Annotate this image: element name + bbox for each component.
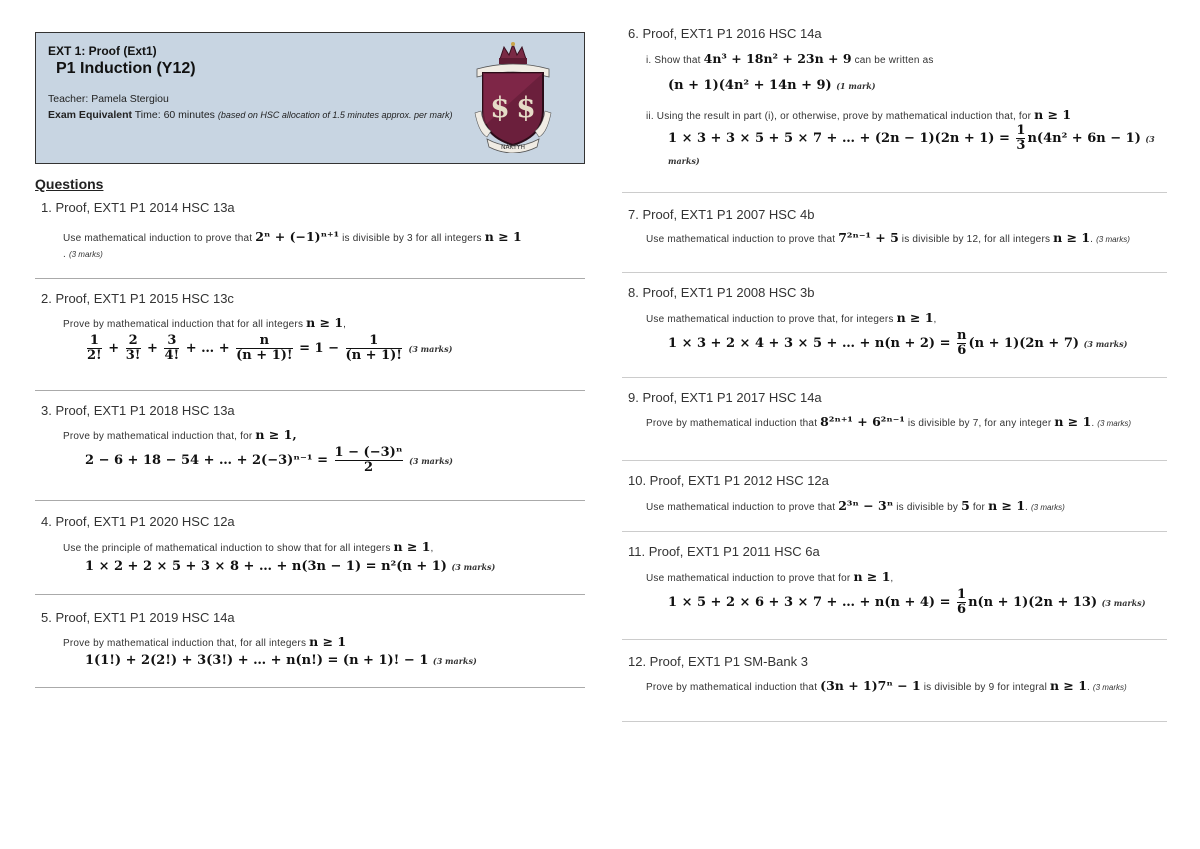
question-title: 9. Proof, EXT1 P1 2017 HSC 14a — [628, 390, 822, 405]
svg-text:NAKTYH: NAKTYH — [501, 144, 525, 151]
fraction: $\frac{\text{1 − (−3)ⁿ}}{2}$ — [334, 445, 403, 475]
marks-label: (3 marks) — [668, 134, 1155, 166]
exam-time-value: 60 minutes — [163, 109, 215, 121]
question-11 — [622, 532, 1167, 640]
fraction: $\frac{3}{4!}$ — [164, 333, 180, 363]
exam-time-note: (based on HSC allocation of 1.5 minutes approx. per mark) — [217, 110, 453, 120]
marks-label: (3 marks) — [1097, 419, 1132, 428]
question-4 — [35, 501, 585, 595]
question-5 — [35, 595, 585, 688]
question-10 — [622, 461, 1167, 532]
question-body: Use mathematical induction to prove that 7²ⁿ⁻¹ + 5 is divisible by 12, for all integers n ≥ 1. (3 marks) — [646, 230, 1130, 245]
math-condition: n ≥ 1, — [255, 427, 297, 442]
question-title: 12. Proof, EXT1 P1 SM-Bank 3 — [628, 654, 808, 669]
marks-label: (3 marks) — [68, 250, 103, 259]
question-body: Prove by mathematical induction that (3n + 1)7ⁿ − 1 is divisible by 9 for integral n ≥ 1. (3 marks) — [646, 678, 1127, 693]
question-body: Prove by mathematical induction that, for n ≥ 1, 2 − 6 + 18 − 54 + … + 2(−3)ⁿ⁻¹ = $\frac{\text{1 − (−3)ⁿ}}{2}$ (3 marks) — [35, 427, 585, 475]
teacher-name: Pamela Stergiou — [91, 93, 169, 105]
left-column — [35, 32, 585, 688]
math-expression: 7²ⁿ⁻¹ + 5 — [838, 230, 899, 245]
marks-label: (3 marks) — [1092, 683, 1127, 692]
marks-label: (3 marks) — [1101, 598, 1146, 608]
question-12 — [622, 640, 1167, 722]
fraction: $\frac{2}{3!}$ — [125, 333, 141, 363]
fraction: $\frac{n}{6}$ — [957, 328, 967, 358]
question-title: 3. Proof, EXT1 P1 2018 HSC 13a — [41, 403, 235, 418]
school-crest-logo — [473, 41, 553, 153]
math-equation: 1 × 3 + 3 × 5 + 5 × 7 + … + (2n − 1)(2n + 1) = $\frac{1}{3}$ n(4n² + 6n − 1) (3 marks) — [668, 123, 1155, 166]
question-title: 1. Proof, EXT1 P1 2014 HSC 13a — [41, 200, 235, 215]
question-body: Use mathematical induction to prove that 2³ⁿ − 3ⁿ is divisible by 5 for n ≥ 1. (3 marks) — [646, 498, 1065, 513]
math-equation: 2 − 6 + 18 − 54 + … + 2(−3)ⁿ⁻¹ = $\frac{\text{1 − (−3)ⁿ}}{2}$ (3 marks) — [85, 445, 453, 475]
math-condition: n ≥ 1 — [1053, 230, 1091, 245]
math-expression: 2³ⁿ − 3ⁿ — [838, 498, 894, 513]
fraction: $\frac{1}{(n + 1)!}$ — [345, 333, 402, 363]
marks-label: (3 marks) — [1083, 339, 1128, 349]
math-expression: 8²ⁿ⁺¹ + 6²ⁿ⁻¹ — [820, 414, 905, 429]
question-body: Prove by mathematical induction that 8²ⁿ⁺¹ + 6²ⁿ⁻¹ is divisible by 7, for any integer n ≥ 1. (3 marks) — [646, 414, 1132, 429]
math-condition: n ≥ 1 — [896, 310, 934, 325]
question-1 — [35, 200, 585, 279]
question-title: 4. Proof, EXT1 P1 2020 HSC 12a — [41, 514, 235, 529]
math-expression: (3n + 1)7ⁿ − 1 — [820, 678, 921, 693]
teacher-line: Teacher: Pamela Stergiou — [48, 93, 169, 105]
course-label: EXT 1: Proof (Ext1) — [48, 44, 157, 58]
fraction: $\frac{1}{3}$ — [1016, 123, 1026, 153]
question-8 — [622, 273, 1167, 378]
questions-heading: Questions — [35, 176, 104, 192]
question-2 — [35, 279, 585, 391]
math-condition: n ≥ 1 — [393, 539, 431, 554]
math-condition: n ≥ 1 — [309, 634, 347, 649]
question-body: Prove by mathematical induction that for all integers n ≥ 1, $\frac{1}{2!}$ + $\frac{2}{3!}$ + $\frac{3}{4!}$ + … + $\frac{n}{(n + 1)!}$ = 1 − $\frac{1}{(n + 1)!}$ (3 marks) — [35, 315, 585, 363]
math-condition: n ≥ 1 — [1034, 107, 1072, 122]
math-condition: n ≥ 1 — [853, 569, 891, 584]
marks-label: (3 marks) — [1096, 235, 1130, 244]
question-6 — [622, 26, 1167, 193]
question-7 — [622, 193, 1167, 273]
math-equation: (n + 1)(4n² + 14n + 9) (1 mark) — [668, 78, 876, 93]
question-body: i. Show that 4n³ + 18n² + 23n + 9 can be written as (n + 1)(4n² + 14n + 9) (1 mark) ii. Using the result in part (i), or otherwise, prove by mathematical induction that, for n ≥ 1 1 × 3 + 3 × 5 + 5 × 7 + … + (2n − 1)(2n + 1) = $\frac{1}{3}$ n(4n² + 6n − 1) (3 marks) — [622, 51, 1167, 168]
question-title: 5. Proof, EXT1 P1 2019 HSC 14a — [41, 610, 235, 625]
worksheet-header — [35, 32, 585, 164]
math-condition: n ≥ 1 — [306, 315, 344, 330]
fraction: $\frac{1}{2!}$ — [87, 333, 102, 363]
svg-text:$: $ — [490, 91, 510, 124]
question-title: 6. Proof, EXT1 P1 2016 HSC 14a — [628, 26, 822, 41]
math-expression: 4n³ + 18n² + 23n + 9 — [703, 51, 852, 66]
question-body: Use mathematical induction to prove that, for integers n ≥ 1, 1 × 3 + 2 × 4 + 3 × 5 + … + n(n + 2) = $\frac{n}{6}$ (n + 1)(2n + 7) (3 marks) — [622, 310, 1167, 358]
math-equation: 1 × 5 + 2 × 6 + 3 × 7 + … + n(n + 4) = $\frac{1}{6}$ n(n + 1)(2n + 13) (3 marks) — [668, 587, 1146, 617]
math-condition: n ≥ 1 — [1049, 678, 1087, 693]
page-title: P1 Induction (Y12) — [56, 60, 196, 77]
marks-label: (1 mark) — [836, 81, 876, 91]
math-condition: n ≥ 1 — [988, 498, 1026, 513]
question-body: Use mathematical induction to prove that 2ⁿ + (−1)ⁿ⁺¹ is divisible by 3 for all integers n ≥ 1 . (3 marks) — [63, 229, 522, 260]
question-body: Use mathematical induction to prove that for n ≥ 1, 1 × 5 + 2 × 6 + 3 × 7 + … + n(n + 4) = $\frac{1}{6}$ n(n + 1)(2n + 13) (3 marks) — [622, 569, 1167, 617]
math-equation: $\frac{1}{2!}$ + $\frac{2}{3!}$ + $\frac{3}{4!}$ + … + $\frac{n}{(n + 1)!}$ = 1 − $\frac{1}{(n + 1)!}$ (3 marks) — [87, 333, 453, 363]
question-title: 10. Proof, EXT1 P1 2012 HSC 12a — [628, 473, 829, 488]
exam-time-line: Exam Equivalent Time: 60 minutes (based on HSC allocation of 1.5 minutes approx. per mark) — [48, 109, 453, 121]
right-column — [622, 26, 1167, 722]
question-3 — [35, 391, 585, 501]
math-expression: 2ⁿ + (−1)ⁿ⁺¹ — [255, 229, 340, 244]
fraction: $\frac{1}{6}$ — [957, 587, 967, 617]
marks-label: (3 marks) — [1031, 503, 1065, 512]
marks-label: (3 marks) — [432, 656, 477, 666]
math-number: 5 — [961, 498, 970, 513]
fraction: $\frac{n}{(n + 1)!}$ — [236, 333, 293, 363]
question-9 — [622, 378, 1167, 461]
question-body: Use the principle of mathematical induction to show that for all integers n ≥ 1, 1 × 2 + 2 × 5 + 3 × 8 + … + n(3n − 1) = n²(n + 1) (3 marks) — [35, 539, 585, 574]
math-equation: 1 × 2 + 2 × 5 + 3 × 8 + … + n(3n − 1) = n²(n + 1) (3 marks) — [85, 559, 496, 574]
math-equation: 1 × 3 + 2 × 4 + 3 × 5 + … + n(n + 2) = $\frac{n}{6}$ (n + 1)(2n + 7) (3 marks) — [668, 328, 1128, 358]
question-title: 11. Proof, EXT1 P1 2011 HSC 6a — [628, 544, 820, 559]
math-condition: n ≥ 1 — [484, 229, 522, 244]
math-condition: n ≥ 1 — [1054, 414, 1092, 429]
question-body: Prove by mathematical induction that, for all integers n ≥ 1 1(1!) + 2(2!) + 3(3!) + … + n(n!) = (n + 1)! − 1 (3 marks) — [35, 634, 585, 668]
question-title: 2. Proof, EXT1 P1 2015 HSC 13c — [41, 291, 234, 306]
svg-text:$: $ — [516, 91, 536, 124]
question-title: 7. Proof, EXT1 P1 2007 HSC 4b — [628, 207, 815, 222]
marks-label: (3 marks) — [409, 456, 453, 466]
marks-label: (3 marks) — [451, 562, 496, 572]
math-equation: 1(1!) + 2(2!) + 3(3!) + … + n(n!) = (n + 1)! − 1 (3 marks) — [85, 653, 477, 668]
marks-label: (3 marks) — [408, 344, 453, 354]
question-title: 8. Proof, EXT1 P1 2008 HSC 3b — [628, 285, 815, 300]
